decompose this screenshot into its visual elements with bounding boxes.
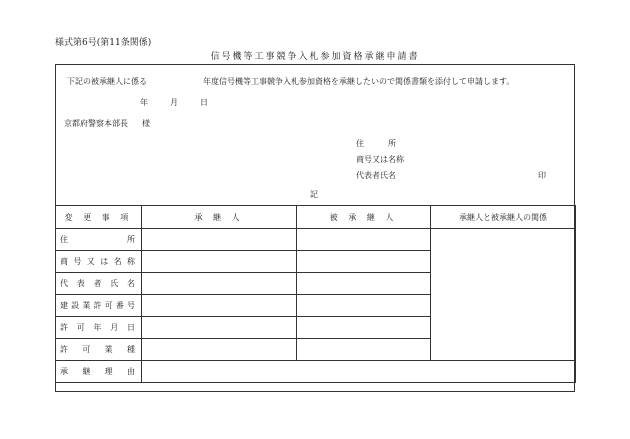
predecessor-trade-name-cell[interactable] [297, 251, 431, 273]
addressee [64, 118, 150, 129]
header-change-item: 変 更 事 項 [56, 206, 142, 229]
form-number: 様式第6号(第11条関係) [55, 38, 152, 48]
table-row [56, 229, 576, 251]
row-label-trade-name: 商号又は名称 [56, 251, 142, 273]
form-title: 信号機等工事競争入札参加資格承継申請書 [210, 52, 420, 62]
table-header-row [56, 206, 576, 229]
predecessor-permit-number-cell[interactable] [297, 295, 431, 317]
successor-representative-cell[interactable] [142, 273, 297, 295]
successor-permit-type-cell[interactable] [142, 339, 297, 361]
date-day: 日 [200, 98, 208, 107]
date-month: 月 [170, 98, 178, 107]
header-predecessor: 被 承 継 人 [297, 206, 431, 229]
application-statement [67, 76, 514, 87]
signature-representative-label: 代表者氏名 [356, 171, 396, 180]
header-successor: 承 継 人 [142, 206, 297, 229]
row-label-representative: 代表者氏名 [56, 273, 142, 295]
predecessor-permit-type-cell[interactable] [297, 339, 431, 361]
row-label-permit-type: 許可業種 [56, 339, 142, 361]
signature-trade-name-label: 商号又は名称 [356, 155, 404, 164]
date-year: 年 [140, 98, 148, 107]
row-label-permit-number: 建設業許可番号 [56, 295, 142, 317]
ki-heading: 記 [310, 190, 318, 199]
table-row [56, 361, 576, 383]
predecessor-permit-date-cell[interactable] [297, 317, 431, 339]
relationship-cell[interactable] [431, 229, 576, 361]
row-label-address: 住所 [56, 229, 142, 251]
date-line [140, 97, 230, 108]
addressee-name: 京都府警察本部長 [64, 119, 128, 128]
successor-trade-name-cell[interactable] [142, 251, 297, 273]
predecessor-address-cell[interactable] [297, 229, 431, 251]
successor-address-cell[interactable] [142, 229, 297, 251]
row-label-reason: 承継理由 [56, 361, 142, 383]
header-relationship: 承継人と被承継人の関係 [431, 206, 576, 229]
row-label-permit-date: 許可年月日 [56, 317, 142, 339]
intro-right: 年度信号機等工事競争入札参加資格を承継したいので関係書類を添付して申請します。 [203, 77, 515, 86]
predecessor-representative-cell[interactable] [297, 273, 431, 295]
successor-permit-number-cell[interactable] [142, 295, 297, 317]
seal-mark: 印 [538, 171, 546, 180]
signature-address-label: 住 所 [356, 139, 396, 148]
intro-left: 下記の被承継人に係る [67, 77, 147, 86]
addressee-suffix: 様 [142, 119, 150, 128]
successor-permit-date-cell[interactable] [142, 317, 297, 339]
change-table [55, 205, 576, 383]
reason-cell[interactable] [142, 361, 576, 383]
